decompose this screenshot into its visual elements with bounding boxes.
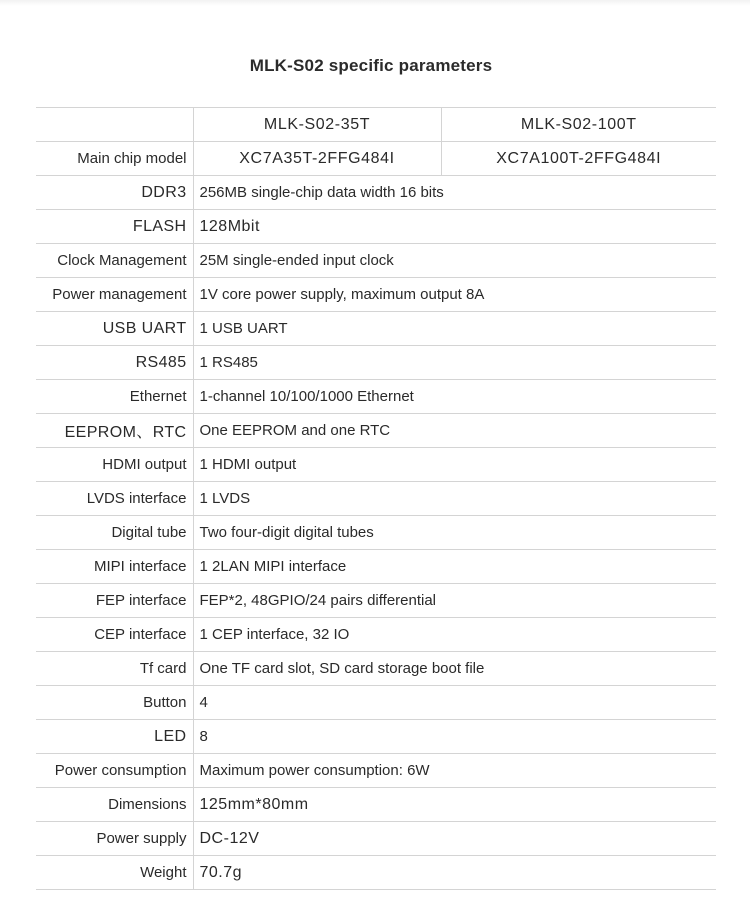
table-row [36,686,716,720]
top-divider [0,0,750,6]
row-label: Power supply [36,822,193,856]
table-row [36,822,716,856]
row-label: EEPROM、RTC [36,414,193,448]
row-value: 128Mbit [193,210,716,244]
row-label: Main chip model [36,142,193,176]
table-row [36,210,716,244]
row-label: Tf card [36,652,193,686]
table-row [36,380,716,414]
row-label: FLASH [36,210,193,244]
row-label: HDMI output [36,448,193,482]
table-row [36,482,716,516]
table-row [36,652,716,686]
row-label: Ethernet [36,380,193,414]
row-label: LVDS interface [36,482,193,516]
table-row [36,448,716,482]
row-value: 1-channel 10/100/1000 Ethernet [193,380,716,414]
row-value: 25M single-ended input clock [193,244,716,278]
row-label: FEP interface [36,584,193,618]
column-header-model-a: MLK-S02-35T [193,108,441,142]
table-row [36,788,716,822]
row-value: Maximum power consumption: 6W [193,754,716,788]
row-label: Weight [36,856,193,890]
row-label: Digital tube [36,516,193,550]
table-row [36,516,716,550]
row-value: Two four-digit digital tubes [193,516,716,550]
row-value: DC-12V [193,822,716,856]
column-header-model-b: MLK-S02-100T [441,108,716,142]
table-header-row [36,108,716,142]
row-value: 1 HDMI output [193,448,716,482]
table-row [36,754,716,788]
row-value: 70.7g [193,856,716,890]
spec-table [36,107,716,890]
row-value: 1 RS485 [193,346,716,380]
table-row [36,584,716,618]
table-row [36,414,716,448]
chip-model-a: XC7A35T-2FFG484I [193,142,441,176]
row-value: 125mm*80mm [193,788,716,822]
table-row [36,618,716,652]
table-row [36,244,716,278]
table-row [36,720,716,754]
row-label: Button [36,686,193,720]
row-label: RS485 [36,346,193,380]
row-label: MIPI interface [36,550,193,584]
row-value: One EEPROM and one RTC [193,414,716,448]
row-label: Clock Management [36,244,193,278]
row-label: DDR3 [36,176,193,210]
row-label: Power consumption [36,754,193,788]
row-value: FEP*2, 48GPIO/24 pairs differential [193,584,716,618]
table-row [36,550,716,584]
page-title: MLK-S02 specific parameters [249,56,493,75]
header-blank-cell [36,108,193,142]
row-value: 1 USB UART [193,312,716,346]
row-label: USB UART [36,312,193,346]
row-value: 4 [193,686,716,720]
table-row [36,312,716,346]
table-row-main-chip [36,142,716,176]
chip-model-b: XC7A100T-2FFG484I [441,142,716,176]
row-value: 1 2LAN MIPI interface [193,550,716,584]
row-value: One TF card slot, SD card storage boot file [193,652,716,686]
row-value: 256MB single-chip data width 16 bits [193,176,716,210]
row-label: CEP interface [36,618,193,652]
row-value: 8 [193,720,716,754]
table-row [36,176,716,210]
row-value: 1 LVDS [193,482,716,516]
row-value: 1 CEP interface, 32 IO [193,618,716,652]
row-value: 1V core power supply, maximum output 8A [193,278,716,312]
table-row [36,278,716,312]
table-row [36,856,716,890]
row-label: LED [36,720,193,754]
row-label: Power management [36,278,193,312]
row-label: Dimensions [36,788,193,822]
table-row [36,346,716,380]
